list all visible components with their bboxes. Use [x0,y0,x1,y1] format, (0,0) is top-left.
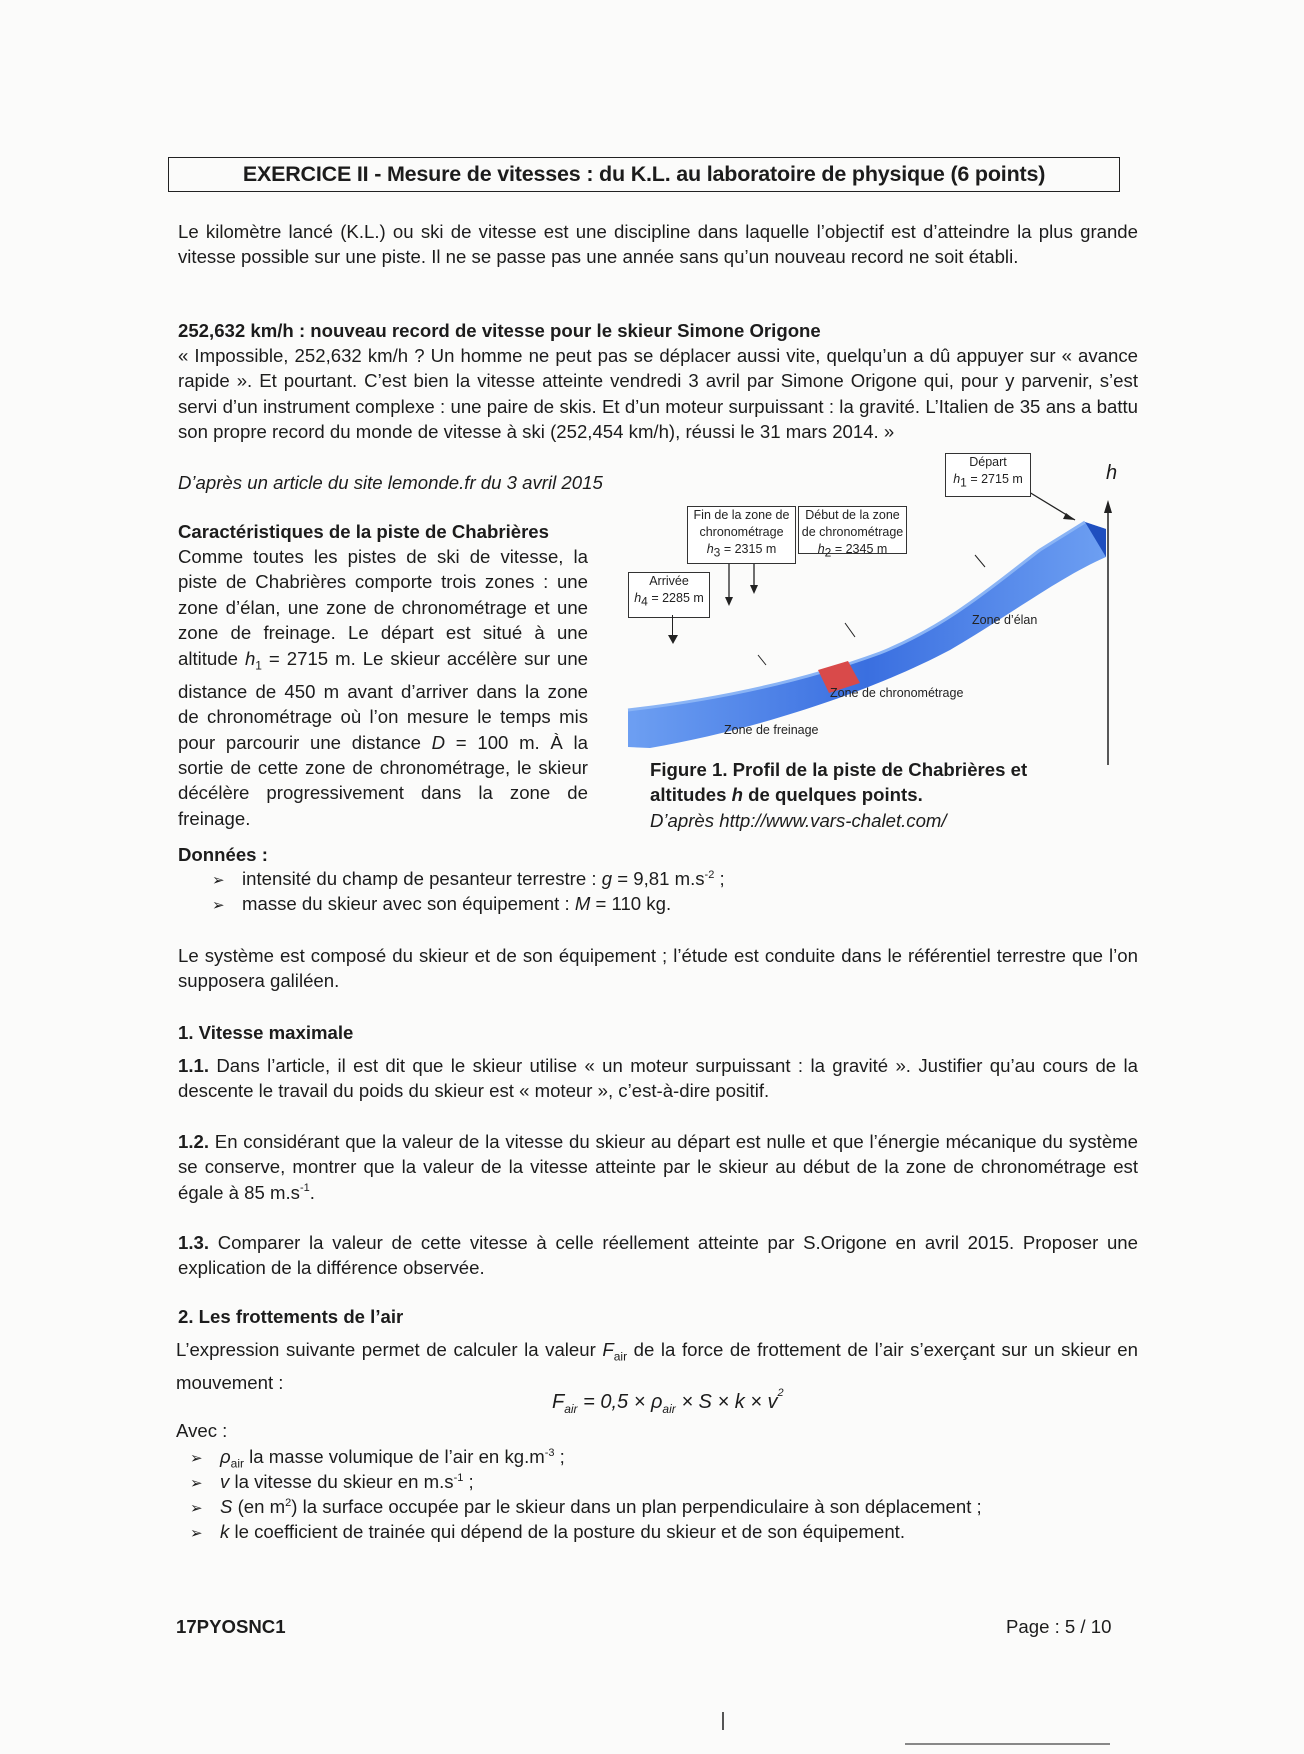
drag-force-formula: $F_{air} = 0,5 \times \rho_{air} \times S \times k \times v^2$ [552,1387,784,1416]
h-axis-arrowhead [1104,500,1112,513]
donnees-item-m: ➢ masse du skieur avec son équipement : M = 110 kg. [212,892,1112,919]
question-1-1: 1.1. Dans l’article, il est dit que le skieur utilise « un moteur surpuissant : la gravité ». Justifier qu’au cours de la descente le travail du poids du skieur est « moteur », c’est-à-dire positif. [178,1055,1138,1102]
donnees-heading: Données : [178,844,268,865]
arrivee-altitude: $h_4 = 2285$ m [634,591,704,609]
debut-chrono-pointer-head [750,585,758,594]
debut-chrono-line1: Début de la zone [805,508,900,522]
arrivee-box [628,572,710,618]
bullet-arrow-icon: ➢ [190,1525,203,1542]
variable-s: ➢ S (en $m^2$) la surface occupée par le skieur dans un plan perpendiculaire à son déplacement ; [190,1495,1140,1522]
section2-intro: L’expression suivante permet de calculer la valeur $F_{air}$ de la force de frottement de l’air s’exerçant sur un skieur en mouvement : [176,1339,1138,1394]
chrono-leader [845,623,855,637]
document-code: 17PYOSNC1 [176,1616,286,1637]
elan-leader [975,555,985,567]
variable-rho: ➢ $\rho_{air}$ la masse volumique de l’air en $kg.m^{-3}$ ; [190,1446,565,1471]
question-1-3: 1.3. Comparer la valeur de cette vitesse à celle réellement atteinte par S.Origone en avril 2015. Proposer une explication de la différence observée. [178,1232,1138,1279]
debut-chrono-box [798,506,907,560]
h-axis-label: h [1106,462,1118,484]
figure-caption-line1: Figure 1. Profil de la piste de Chabrières et [650,759,1028,780]
fin-chrono-box [687,506,796,564]
question-1-2: 1.2. En considérant que la valeur de la vitesse du skieur au départ est nulle et que l’énergie mécanique du système se conserve, montrer que la valeur de la vitesse atteinte par le skieur au début de la zone de chronométrage est égale à 85 $m.s^{-1}$. [178,1131,1138,1203]
scan-mark [722,1712,724,1730]
variable-v: ➢ v la vitesse du skieur en $m.s^{-1}$ ; [190,1470,1140,1497]
zone-elan-label: Zone d’élan [972,613,1038,627]
scan-line [905,1743,1110,1745]
bullet-arrow-icon: ➢ [190,1500,203,1517]
fin-chrono-altitude: $h_3 = 2315$ m [706,542,777,560]
avec-label: Avec : [176,1420,228,1441]
article-source: D’après un article du site lemonde.fr du 3 avril 2015 [178,472,603,493]
bullet-arrow-icon: ➢ [190,1450,203,1467]
piste-description: Comme toutes les pistes de ski de vitesse, la piste de Chabrières comporte trois zones : une zone d’élan, une zone de chronométrage et une zone de freinage. Le départ est situé à une altitude $h_1 = 2715$ m. Le skieur accélère sur une distance de 450 m avant d’arriver dans la zone de chronométrage où l’on mesure le temps mis pour parcourir une distance D = 100 m. À la sortie de cette zone de chronométrage, le skieur décélère progressivement dans la zone de freinage. [178,546,589,829]
systeme-paragraph: Le système est composé du skieur et de son équipement ; l’étude est conduite dans le référentiel terrestre que l’on supposera galiléen. [178,945,1138,992]
section2-heading: 2. Les frottements de l’air [178,1306,404,1327]
arrivee-pointer-head [668,635,678,644]
depart-box [945,453,1031,497]
arrivee-title: Arrivée [649,574,689,588]
donnees-item-g: ➢ intensité du champ de pesanteur terrestre : g = 9,81 $m.s^{-2}$ ; [212,867,1112,894]
depart-altitude: $h_1 = 2715$ m [953,472,1023,490]
page-number: Page : 5 / 10 [1006,1616,1112,1637]
intro-paragraph: Le kilomètre lancé (K.L.) ou ski de vitesse est une discipline dans laquelle l’objectif est d’atteindre la plus grande vitesse possible sur une piste. Il ne se passe pas une année sans qu’un nouveau record ne soit établi. [178,221,1138,268]
bullet-arrow-icon: ➢ [190,1475,203,1492]
debut-chrono-altitude: $h_2 = 2345$ m [817,542,888,560]
article-heading: 252,632 km/h : nouveau record de vitesse pour le skieur Simone Origone [178,320,821,341]
section1-heading: 1. Vitesse maximale [178,1022,354,1043]
exercise-title-text: EXERCICE II - Mesure de vitesses : du K.L. au laboratoire de physique (6 points) [242,162,1046,186]
piste-heading: Caractéristiques de la piste de Chabrières [178,521,549,542]
variable-k: ➢ k le coefficient de trainée qui dépend de la posture du skieur et de son équipement. [190,1520,1140,1547]
fin-chrono-pointer-head [725,597,733,606]
piste-profile-figure [620,455,1120,765]
bullet-arrow-icon: ➢ [212,897,225,914]
fin-chrono-line1: Fin de la zone de [693,508,790,522]
exercise-title [168,157,1120,192]
debut-chrono-line2: de chronométrage [801,525,904,539]
figure-caption-line2: altitudes h de quelques points. [650,784,923,805]
figure-source: D’après http://www.vars-chalet.com/ [650,810,947,831]
bullet-arrow-icon: ➢ [212,872,225,889]
zone-chrono-label: Zone de chronométrage [830,686,964,700]
figure-caption [650,757,1120,807]
depart-title: Départ [969,455,1007,469]
article-quote: « Impossible, 252,632 km/h ? Un homme ne peut pas se déplacer aussi vite, quelqu’un a dû appuyer sur « avance rapide ». Et pourtant. C’est bien la vitesse atteinte vendredi 3 avril par Simone Origone qui, pour y parvenir, s’est servi d’un instrument complexe : une paire de skis. Et d’un moteur surpuissant : la gravité. L’Italien de 35 ans a battu son propre record du monde de vitesse à ski (252,454 km/h), réussi le 31 mars 2014. » [178,345,1138,443]
freinage-leader [758,655,766,665]
zone-freinage-label: Zone de freinage [724,723,819,737]
fin-chrono-line2: chronométrage [699,525,784,539]
